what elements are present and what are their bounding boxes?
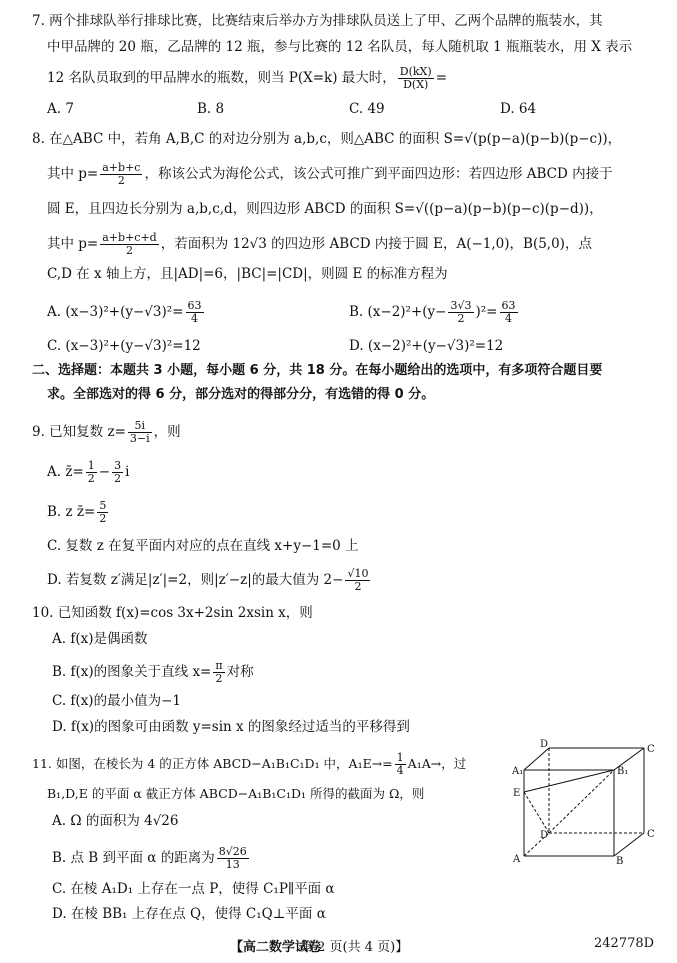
q8-line3: 圆 E，且四边长分别为 a,b,c,d，则四边形 ABCD 的面积 S=√((p−a)(p−b)(p−c)(p−d))， xyxy=(47,201,603,217)
q11-option-d: D. 在棱 BB₁ 上存在点 Q，使得 C₁Q⊥平面 α xyxy=(52,906,326,922)
q8-p2-num: a+b+c+d xyxy=(102,231,157,244)
q11-line1 xyxy=(32,752,466,777)
label-a1: A₁ xyxy=(512,766,524,777)
q7-line1: 7. 两个排球队举行排球比赛，比赛结束后举办方为排球队员送上了甲、乙两个品牌的瓶装水，其 xyxy=(32,13,603,29)
q9-optB-num: 5 xyxy=(99,499,107,512)
section2-line2: 求。全部选对的得 6 分，部分选对的得部分分，有选错的得 0 分。 xyxy=(47,387,435,402)
q8-optB-mid: )²= xyxy=(475,304,498,320)
q9-optB-pre: B. z z̄= xyxy=(47,504,96,520)
q8-line2-post: ，称该公式为海伦公式，该公式可推广到平面四边形：若四边形 ABCD 内接于 xyxy=(144,166,613,182)
q8-p-fraction xyxy=(100,162,142,187)
label-c1: C xyxy=(647,744,655,755)
q8-optA-frac xyxy=(186,300,204,325)
q9-option-a xyxy=(47,460,129,485)
q7-tail: = xyxy=(435,70,447,86)
label-b1: B₁ xyxy=(617,766,629,777)
q8-line4-pre: 其中 p= xyxy=(47,236,99,252)
label-d1: D xyxy=(540,739,549,750)
q11-optB-pre: B. 点 B 到平面 α 的距离为 xyxy=(52,850,215,866)
q9-optD-den: 2 xyxy=(354,580,362,593)
q8-optA-num: 63 xyxy=(187,299,202,312)
q9-pre: 9. 已知复数 z= xyxy=(32,424,126,440)
q9-frac xyxy=(128,420,152,445)
q9-optA-frac1 xyxy=(86,460,97,485)
q9-optA-d1: 2 xyxy=(87,472,95,485)
q10-optB-post: 对称 xyxy=(226,664,254,680)
q11-optB-num: 8√26 xyxy=(218,845,247,858)
q9-optA-pre: A. z̄= xyxy=(47,464,84,480)
line-d-b1 xyxy=(549,770,614,833)
q8-optB-num: 63 xyxy=(501,299,516,312)
q7-line3 xyxy=(47,66,447,91)
q11-option-b xyxy=(52,846,251,871)
q11-line1-post: A₁A→，过 xyxy=(407,756,467,771)
q11-option-c: C. 在棱 A₁D₁ 上存在一点 P，使得 C₁P∥平面 α xyxy=(52,881,335,897)
q9-option-d xyxy=(47,568,372,593)
footer-title: 【高二数学试卷 xyxy=(230,940,322,955)
q10-option-c: C. f(x)的最小值为−1 xyxy=(52,693,181,709)
section2-line1: 二、选择题：本题共 3 小题，每小题 6 分，共 18 分。在每小题给出的选项中，有多项符合题目要 xyxy=(32,363,603,378)
q10-option-d: D. f(x)的图象可由函数 y=sin x 的图象经过适当的平移得到 xyxy=(52,719,410,735)
q7-line2: 中甲品牌的 20 瓶，乙品牌的 12 瓶，参与比赛的 12 名队员，每人随机取 1 瓶瓶装水，用 X 表示 xyxy=(47,39,633,55)
q11-den: 4 xyxy=(396,764,404,777)
q8-option-b xyxy=(349,300,520,325)
q8-optB-frac xyxy=(500,300,518,325)
q8-optA-den: 4 xyxy=(191,312,198,325)
q8-line2-pre: 其中 p= xyxy=(47,166,99,182)
q11-line1-pre: 11. 如图，在棱长为 4 的正方体 ABCD−A₁B₁C₁D₁ 中，A₁E→= xyxy=(32,756,393,771)
label-e: E xyxy=(513,788,521,799)
q10-optB-den: 2 xyxy=(215,672,223,685)
q9-optD-pre: D. 若复数 z′满足|z′|=2，则|z′−z|的最大值为 2− xyxy=(47,572,344,588)
edge-a1-d1 xyxy=(524,748,549,770)
q8-line2 xyxy=(47,162,613,187)
line-e-d xyxy=(524,792,549,833)
q9-optA-mid: − xyxy=(98,464,111,480)
q8-optB-inner-frac xyxy=(448,300,473,325)
q10-option-a: A. f(x)是偶函数 xyxy=(52,631,148,647)
q9-optA-frac2 xyxy=(112,460,123,485)
label-b: B xyxy=(616,856,624,866)
q11-optB-frac xyxy=(217,846,249,871)
q8-option-c: C. (x−3)²+(y−√3)²=12 xyxy=(47,338,201,354)
q8-optB-inner-num: 3√3 xyxy=(450,299,472,312)
label-a: A xyxy=(513,854,521,865)
q8-optB-inner-den: 2 xyxy=(457,312,465,325)
q11-num: 1 xyxy=(396,751,404,764)
q8-line5: C,D 在 x 轴上方，且|AD|=6，|BC|=|CD|，则圆 E 的标准方程为 xyxy=(47,266,448,282)
q8-line4 xyxy=(47,232,592,257)
q9-option-c: C. 复数 z 在复平面内对应的点在直线 x+y−1=0 上 xyxy=(47,538,359,554)
line-e-b1 xyxy=(524,770,614,792)
q8-option-d: D. (x−2)²+(y−√3)²=12 xyxy=(349,338,504,354)
q7-frac-num: D(kX) xyxy=(399,65,432,78)
q10-optB-num: π xyxy=(215,659,223,672)
footer-page: 第 2 页(共 4 页)】 xyxy=(300,940,409,955)
q10-option-b xyxy=(52,660,254,685)
q8-p2-fraction xyxy=(100,232,158,257)
q10-stem: 10. 已知函数 f(x)=cos 3x+2sin 2xsin x，则 xyxy=(32,605,313,621)
q9-num: 5i xyxy=(128,420,152,433)
q9-optD-num: √10 xyxy=(347,567,369,580)
q11-optB-den: 13 xyxy=(225,858,240,871)
q8-line1: 8. 在△ABC 中，若角 A,B,C 的对边分别为 a,b,c，则△ABC 的面积 S=√(p(p−a)(p−b)(p−c))， xyxy=(32,131,622,147)
q7-line3-text: 12 名队员取到的甲品牌水的瓶数，则当 P(X=k) 最大时， xyxy=(47,70,396,86)
q9-option-b xyxy=(47,500,110,525)
q9-optB-frac xyxy=(97,500,108,525)
q8-p-den: 2 xyxy=(117,174,125,187)
q9-optA-d2: 2 xyxy=(114,472,122,485)
q7-option-a: A. 7 xyxy=(47,101,74,117)
q7-fraction xyxy=(398,66,434,91)
label-c: C xyxy=(647,829,655,840)
q9-optA-n1: 1 xyxy=(87,459,95,472)
q7-option-b: B. 8 xyxy=(197,101,225,117)
q10-optB-pre: B. f(x)的图象关于直线 x= xyxy=(52,664,212,680)
q8-optB-pre: B. (x−2)²+(y− xyxy=(349,304,447,320)
q7-option-d: D. 64 xyxy=(500,101,537,117)
q9-den: 3−i xyxy=(129,432,150,445)
q8-line4-post: ，若面积为 12√3 的四边形 ABCD 内接于圆 E，A(−1,0)，B(5,0)，点 xyxy=(160,236,592,252)
q9-optA-post: i xyxy=(125,464,130,480)
q8-p-num: a+b+c xyxy=(102,161,141,174)
q11-option-a: A. Ω 的面积为 4√26 xyxy=(52,813,179,829)
q8-optA-pre: A. (x−3)²+(y−√3)²= xyxy=(47,304,184,320)
q9-optA-n2: 3 xyxy=(114,459,122,472)
q8-optB-den: 4 xyxy=(505,312,512,325)
q7-frac-den: D(X) xyxy=(403,78,429,91)
footer-code: 242778D xyxy=(594,936,655,951)
q7-option-c: C. 49 xyxy=(349,101,385,117)
q9-optD-frac xyxy=(345,568,370,593)
q9-post: ，则 xyxy=(153,424,181,440)
cube-figure xyxy=(510,738,660,866)
q10-optB-frac xyxy=(213,660,224,685)
label-d: D xyxy=(540,830,549,841)
q8-option-a xyxy=(47,300,206,325)
q11-frac xyxy=(395,752,406,777)
edge-b-c xyxy=(614,833,644,856)
q8-p2-den: 2 xyxy=(125,244,133,257)
q9-optB-den: 2 xyxy=(99,512,107,525)
q9-stem xyxy=(32,420,181,445)
q11-line2: B₁,D,E 的平面 α 截正方体 ABCD−A₁B₁C₁D₁ 所得的截面为 Ω，则 xyxy=(47,786,425,801)
